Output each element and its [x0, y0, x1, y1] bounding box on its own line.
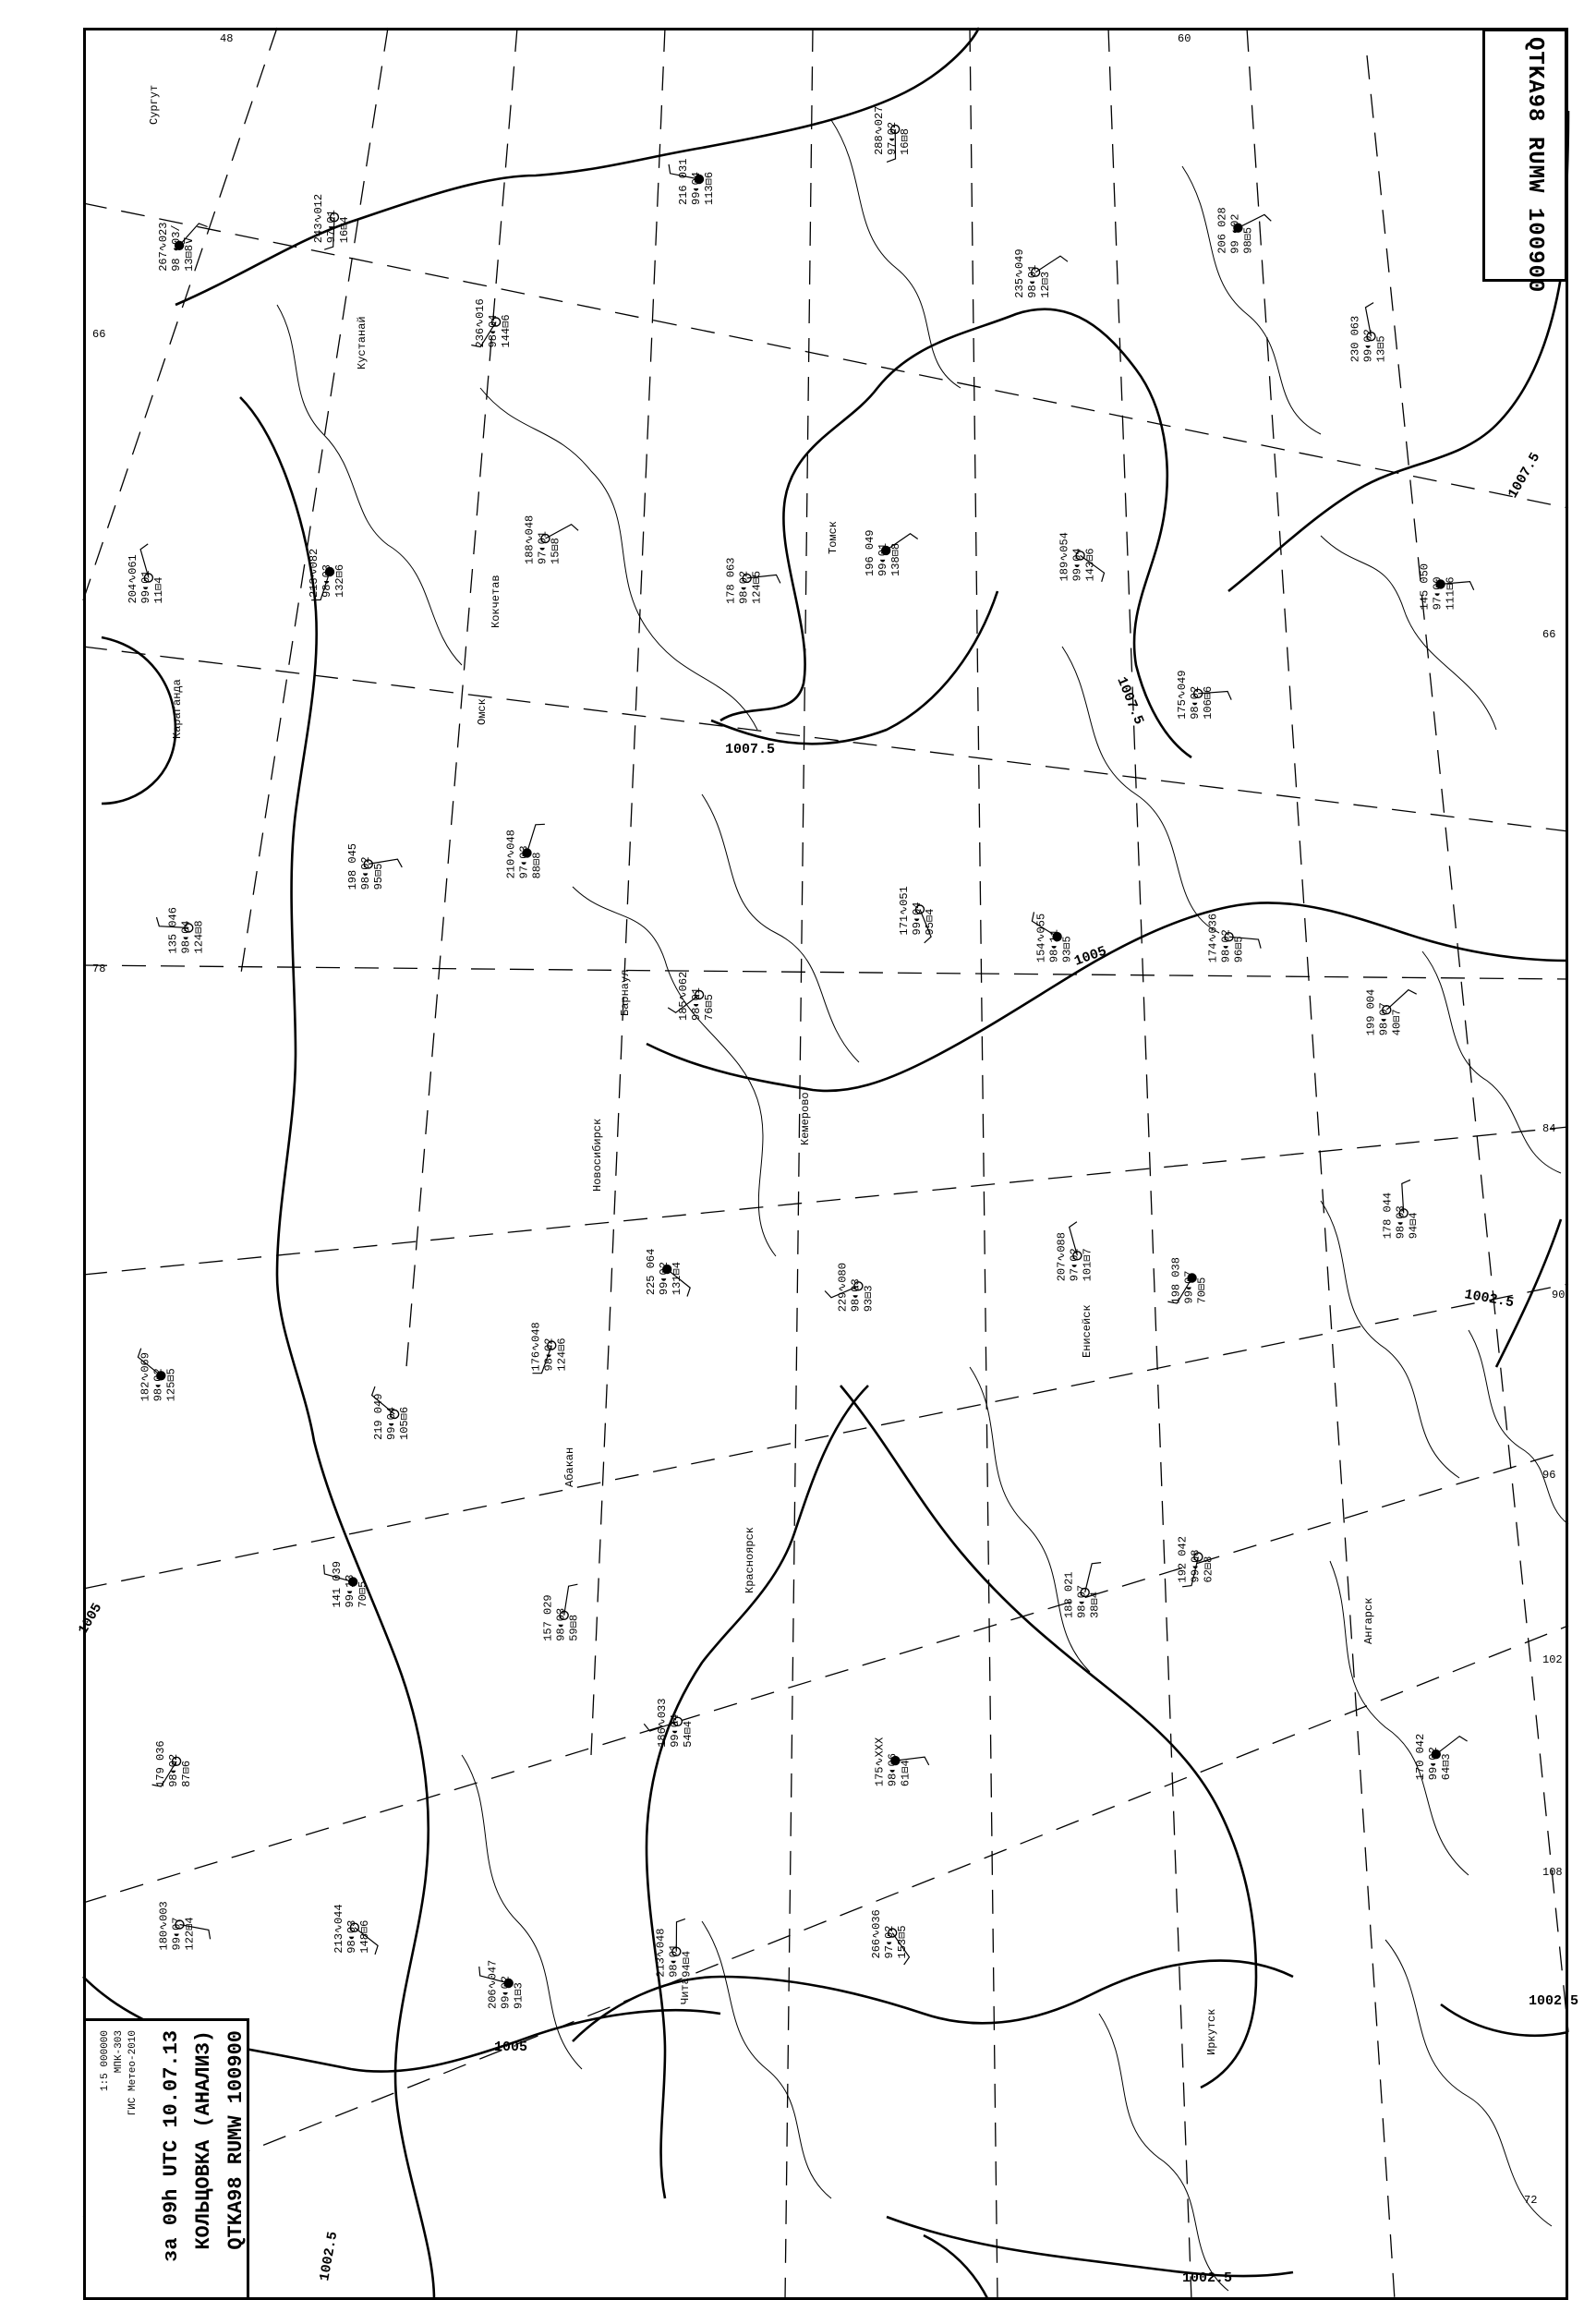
- station-report-line: 99◐04: [1070, 548, 1084, 582]
- station-report-line: 98◐02: [151, 1368, 165, 1402]
- station-report-line: 98 ◐03/: [170, 224, 184, 272]
- station-report-line: 13⊟8⊽: [183, 236, 197, 272]
- station-report-line: 99 ◐02: [1228, 213, 1242, 254]
- station-report-line: 91⊟3: [512, 1982, 526, 2009]
- station-report-line: 95⊟5: [371, 863, 385, 890]
- isobar-label: 1007.5: [1505, 450, 1544, 502]
- station-report-line: 99◐08: [1189, 1549, 1203, 1583]
- station-report-line: 111⊟6: [1444, 576, 1457, 611]
- station-report-line: 98◐04: [487, 314, 501, 348]
- station-report-line: 61⊟4: [899, 1760, 913, 1787]
- station-report-line: 124⊟6: [555, 1338, 569, 1372]
- station-report-line: 93⊟3: [862, 1285, 876, 1313]
- station-report-line: 145 050: [1418, 563, 1432, 611]
- station-report-line: 189∿054: [1058, 532, 1071, 582]
- station-report-line: 99◐02: [1361, 329, 1375, 363]
- station-report-line: 99◐13: [344, 1574, 357, 1608]
- station-report-line: 106⊟6: [1202, 685, 1215, 720]
- station-report-line: 204∿061: [126, 554, 139, 604]
- station-report-line: 154∿055: [1034, 913, 1048, 963]
- station-report-line: 267∿023: [157, 222, 171, 272]
- place-name: Абакан: [563, 1447, 576, 1487]
- station-report-line: 98◐07: [1075, 1584, 1089, 1618]
- station-report-line: 99◐04: [385, 1406, 399, 1440]
- station-report-line: 174∿036: [1206, 913, 1220, 963]
- place-name: Ангарск: [1362, 1597, 1375, 1644]
- legend-title: QTKA98 RUMW 100900: [224, 2030, 248, 2250]
- station-report-line: 196 049: [864, 529, 877, 576]
- place-name: Сургут: [148, 84, 161, 125]
- station-report-line: 93⊟5: [1060, 936, 1074, 963]
- isobar-label: 1002.5: [1529, 1993, 1579, 2009]
- grid-label: 66: [1542, 628, 1556, 641]
- station-report-line: 188∿048: [523, 514, 537, 564]
- station-report-line: 70⊟5: [357, 1580, 370, 1608]
- station-report-line: 98◐02: [358, 856, 372, 890]
- station-report-line: 96⊟5: [1232, 936, 1246, 963]
- place-name: Новосибирск: [591, 1118, 604, 1192]
- station-report-line: 288∿027: [873, 105, 887, 155]
- station-report-line: 122⊟4: [183, 1917, 197, 1951]
- isobar-label: 1002.5: [1463, 1287, 1516, 1312]
- station-report-line: 170 042: [1413, 1733, 1427, 1781]
- station-report-line: 219 049: [372, 1393, 386, 1440]
- legend-scale: 1:5 000000: [100, 2030, 111, 2092]
- station-report-line: 59⊟8: [567, 1614, 581, 1641]
- map-title-box: [1482, 29, 1567, 294]
- station-report-line: 266∿036: [870, 1909, 884, 1959]
- station-report-line: 13⊟5: [1374, 335, 1388, 363]
- station-report-line: 198 045: [345, 842, 359, 890]
- station-report-line: 175∿XXX: [873, 1737, 887, 1787]
- map-title: QTKA98 RUMW 100900: [1522, 37, 1547, 294]
- station-report-line: 98◐07: [1377, 1002, 1391, 1036]
- station-report-line: 213∿082: [308, 548, 320, 598]
- map-frame: [83, 28, 1568, 2300]
- station-report-line: 97◐01: [536, 530, 550, 564]
- station-report-line: 199 004: [1364, 988, 1378, 1036]
- isobar-label: 1002.5: [1182, 2270, 1233, 2286]
- station-report-line: 235∿049: [1013, 248, 1027, 298]
- legend-subtitle: КОЛЬЦОВКА (АНАЛИЗ): [192, 2030, 215, 2250]
- grid-label: 108: [1542, 1866, 1563, 1879]
- place-name: Барнаул: [619, 969, 632, 1016]
- station-report-line: 98◐01: [1026, 264, 1040, 298]
- legend-source-1: ГИС Метео-2010: [127, 2030, 139, 2116]
- grid-label: 90: [1552, 1289, 1566, 1301]
- isobar-label: 1007.5: [1113, 674, 1147, 727]
- station-report-line: 94⊟4: [1407, 1212, 1421, 1240]
- station-report-line: 171∿051: [898, 886, 911, 936]
- station-report-line: 98◐02: [167, 1753, 181, 1787]
- station-report-line: 206 028: [1215, 207, 1229, 254]
- station-report-line: 198 038: [1169, 1257, 1183, 1304]
- station-report-line: 157 029: [541, 1594, 555, 1641]
- station-report-line: 113⊟6: [703, 171, 716, 205]
- station-report-line: 11⊟4: [151, 576, 165, 604]
- station-report-line: 99◐07: [1182, 1270, 1196, 1304]
- place-name: Томск: [827, 520, 840, 554]
- station-report-line: 207∿088: [1055, 1232, 1069, 1282]
- station-report-line: 144⊟6: [500, 314, 514, 348]
- station-report-line: 99◐04: [911, 902, 924, 936]
- station-report-line: 98◐01: [690, 987, 704, 1021]
- station-report-line: 124⊟8: [192, 920, 206, 954]
- station-report-line: 143⊟6: [1083, 548, 1097, 582]
- station-report-line: 87⊟6: [180, 1760, 194, 1787]
- station-report-line: 125⊟5: [164, 1368, 178, 1402]
- station-report-line: 192 042: [1176, 1536, 1190, 1583]
- station-report-line: 16⊟8: [899, 128, 913, 155]
- station-report-line: 141 039: [331, 1561, 345, 1608]
- station-report-line: 105⊟6: [398, 1406, 412, 1440]
- station-report-line: 148⊟6: [357, 1919, 371, 1954]
- station-report-line: 62⊟8: [1202, 1556, 1215, 1583]
- station-report-line: 98◐03: [849, 1278, 863, 1313]
- station-report-line: 138⊟8: [889, 542, 903, 576]
- station-report-line: 153⊟5: [896, 1925, 910, 1959]
- station-report-line: 132⊟6: [333, 563, 346, 598]
- station-report-line: 97◐01: [325, 210, 338, 244]
- station-report-line: 178 063: [724, 557, 738, 604]
- station-report-line: 229∿080: [836, 1263, 850, 1313]
- legend-source-2: МПК-303: [114, 2030, 125, 2074]
- station-report-line: 180∿003: [157, 1901, 171, 1951]
- station-report-line: 179 036: [154, 1740, 168, 1787]
- station-report-line: 98◐02: [737, 570, 751, 604]
- isobar-label: 1005: [75, 1600, 106, 1638]
- isobar-label: 1005: [1071, 943, 1109, 970]
- station-report-line: 97◐03: [517, 845, 531, 879]
- station-report-line: 230 063: [1348, 315, 1362, 363]
- station-report-line: 124⊟5: [750, 570, 764, 604]
- place-name: Кустанай: [356, 316, 369, 369]
- station-report-line: 88⊟8: [530, 852, 544, 879]
- place-name: Красноярск: [744, 1526, 756, 1593]
- station-report-line: 70⊟5: [1195, 1277, 1209, 1304]
- station-report-line: 95⊟4: [924, 908, 937, 936]
- station-report-line: 99◐02: [658, 1262, 671, 1296]
- station-report-line: 99◐01: [139, 570, 152, 604]
- grid-label: 96: [1542, 1469, 1556, 1482]
- station-report-line: 98◐03: [1394, 1205, 1408, 1240]
- station-report-line: 213∿044: [332, 1904, 345, 1954]
- station-report-line: 182∿069: [139, 1352, 152, 1402]
- station-report-line: 186∿033: [655, 1698, 669, 1748]
- station-report-line: 54⊟4: [681, 1720, 695, 1748]
- station-report-line: 185∿062: [677, 971, 691, 1021]
- station-report-line: 12⊟3: [1039, 271, 1053, 298]
- station-report-line: 135 046: [166, 907, 180, 954]
- station-report-line: 178 044: [1381, 1192, 1395, 1240]
- station-report-line: 210∿048: [504, 829, 518, 879]
- station-report-line: 98◐03: [345, 1919, 358, 1954]
- place-name: Кокчетав: [490, 575, 502, 628]
- station-report-line: 97◐02: [886, 121, 900, 155]
- grid-label: 78: [92, 962, 106, 975]
- station-report-line: 99◐04: [668, 1713, 682, 1748]
- station-report-line: 176∿048: [529, 1322, 543, 1372]
- station-report-line: 15⊟8: [549, 538, 562, 564]
- station-report-line: 236∿016: [474, 298, 488, 348]
- place-name: Караганда: [171, 679, 184, 739]
- station-report-line: 99◐02: [499, 1975, 513, 2009]
- station-report-line: 98◐02: [1189, 685, 1203, 720]
- station-report-line: 99◐04: [690, 171, 703, 205]
- station-report-line: 99◐02: [1426, 1747, 1440, 1781]
- legend-box: [83, 2018, 249, 2300]
- isobar-label: 1007.5: [725, 742, 776, 757]
- station-report-line: 131⊟4: [671, 1262, 684, 1296]
- station-report-line: 76⊟5: [703, 994, 717, 1021]
- station-report-line: 98◐04: [179, 920, 193, 954]
- station-report-line: 98◐03: [554, 1607, 568, 1641]
- station-report-line: 98◐02: [542, 1338, 556, 1372]
- grid-label: 84: [1542, 1122, 1556, 1135]
- isobar-label: 1005: [494, 2040, 528, 2055]
- grid-label: 102: [1542, 1653, 1563, 1666]
- place-name: Омск: [476, 698, 489, 725]
- station-report-line: 213∿048: [654, 1928, 668, 1978]
- station-report-line: 94⊟4: [680, 1950, 694, 1978]
- station-report-line: 98◐06: [886, 1753, 900, 1787]
- station-report-line: 98⊟5: [1241, 226, 1255, 254]
- station-report-line: 98◐11: [1047, 929, 1061, 963]
- station-report-line: 99◐01: [877, 542, 890, 576]
- place-name: Енисейск: [1081, 1304, 1094, 1358]
- station-report-line: 97◐00: [1431, 576, 1445, 611]
- station-report-line: 206∿047: [486, 1959, 500, 2009]
- grid-label: 72: [1524, 2194, 1538, 2207]
- station-report-line: 40⊟7: [1390, 1009, 1404, 1036]
- station-report-line: 64⊟3: [1439, 1753, 1453, 1781]
- place-name: Иркутск: [1205, 2008, 1218, 2055]
- place-name: Чита: [679, 1978, 692, 2004]
- station-report-line: 243∿012: [312, 193, 325, 244]
- legend-date: за 09h UTC 10.07.13: [160, 2030, 183, 2262]
- station-report-line: 16⊟4: [338, 216, 351, 244]
- grid-label: 48: [220, 32, 234, 45]
- station-report-line: 175∿049: [1176, 670, 1190, 720]
- station-report-line: 98◐01: [667, 1943, 681, 1978]
- place-name: Кемерово: [799, 1092, 812, 1145]
- station-report-line: 101⊟7: [1081, 1248, 1094, 1282]
- isobar-label: 1002.5: [317, 2230, 342, 2282]
- station-report-line: 98◐03: [320, 563, 333, 598]
- station-report-line: 97◐02: [883, 1925, 897, 1959]
- station-report-line: 99◐07: [170, 1917, 184, 1951]
- station-report-line: 38⊟4: [1088, 1592, 1102, 1618]
- grid-label: 60: [1178, 32, 1191, 45]
- station-report-line: 188 021: [1062, 1571, 1076, 1618]
- station-report-line: 225 064: [645, 1248, 659, 1296]
- station-report-line: 97◐02: [1068, 1248, 1082, 1282]
- station-report-line: 98◐02: [1219, 929, 1233, 963]
- grid-label: 66: [92, 328, 106, 341]
- station-report-line: 216 031: [677, 158, 690, 205]
